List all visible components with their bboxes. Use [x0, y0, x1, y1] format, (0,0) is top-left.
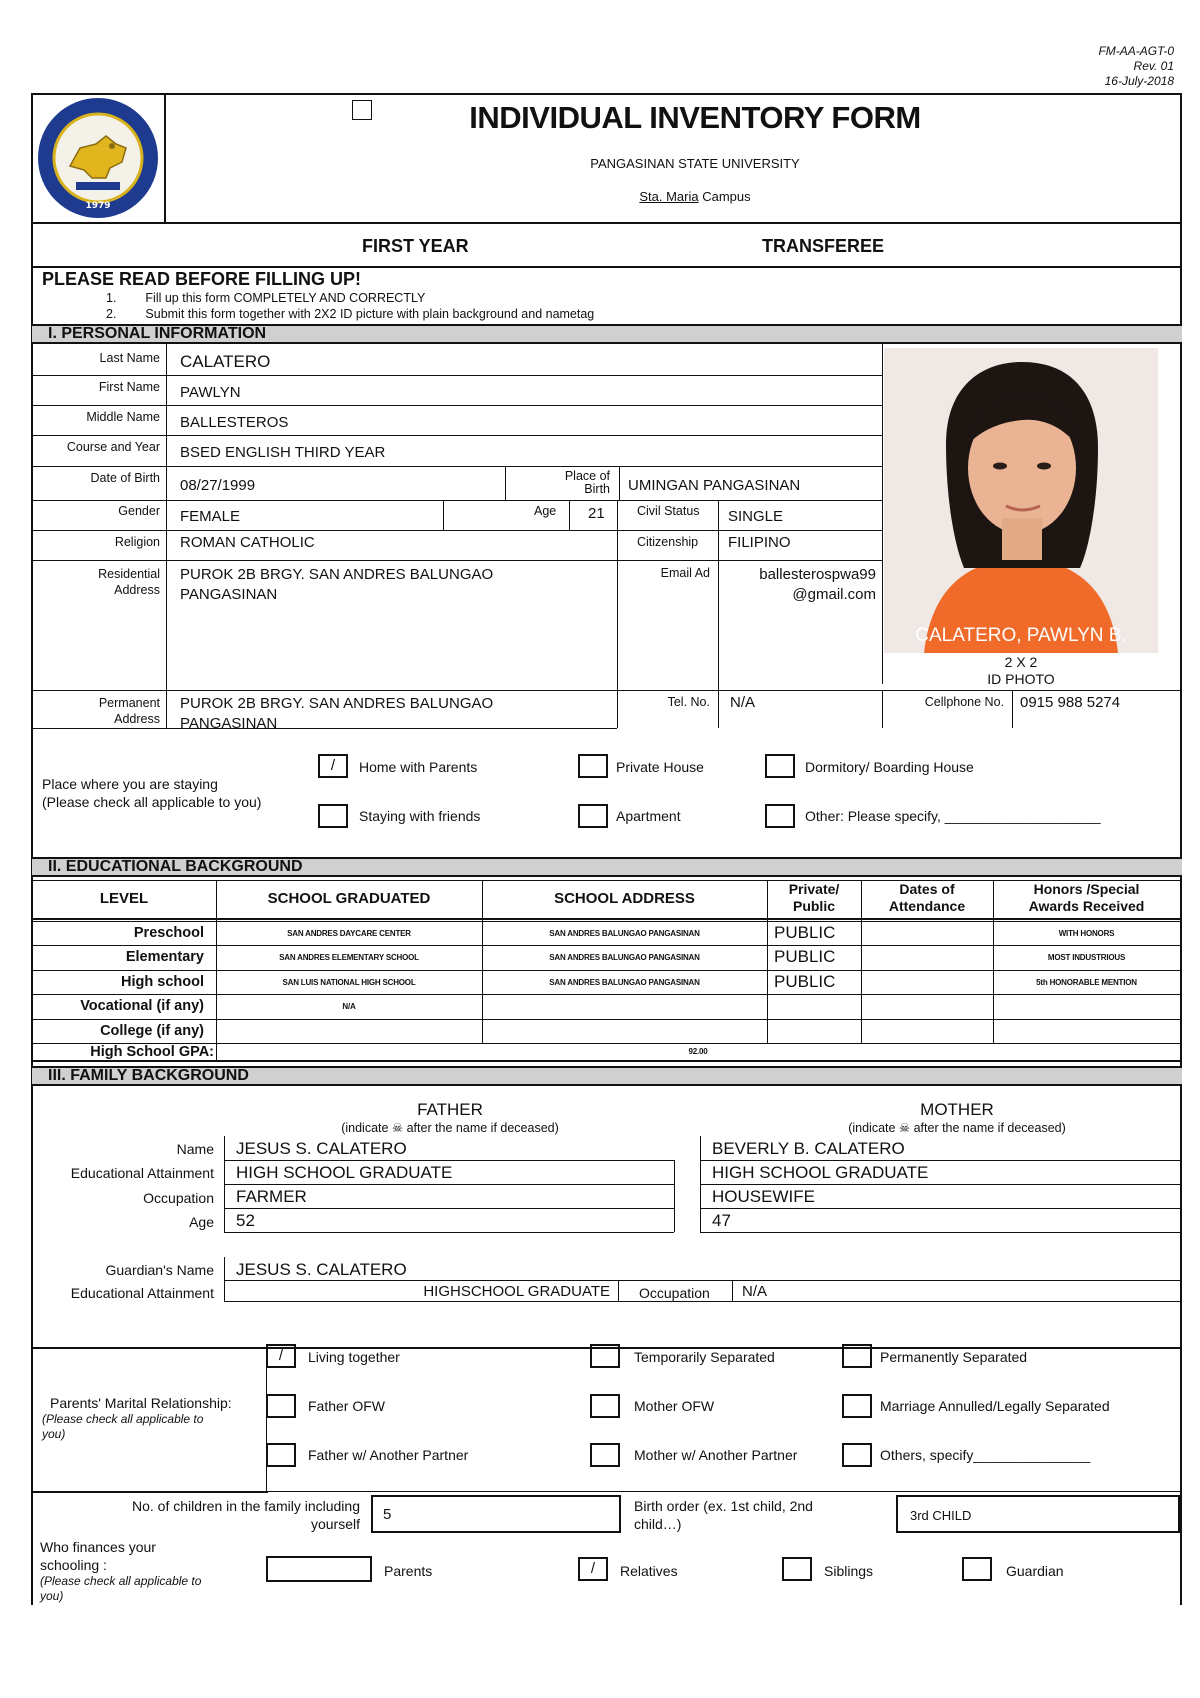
father-name-value[interactable]: JESUS S. CALATERO — [236, 1139, 407, 1158]
citizenship-value[interactable]: FILIPINO — [728, 534, 791, 551]
option-dormitory: Dormitory/ Boarding House — [805, 759, 974, 775]
instruction-item: 2. Submit this form together with 2X2 ID picture with plain background and nametag — [106, 307, 595, 321]
civil-status-label: Civil Status — [637, 504, 700, 518]
campus-label: Campus — [702, 189, 751, 204]
photo-nametag: CALATERO, PAWLYN B. — [915, 625, 1127, 646]
civil-status-value[interactable]: SINGLE — [728, 508, 784, 525]
marital-note: (Please check all applicable to you) — [42, 1412, 204, 1441]
university-logo — [36, 96, 160, 220]
option-parents: Parents — [384, 1563, 433, 1579]
first-name-label: First Name — [98, 380, 160, 394]
option-private-house: Private House — [616, 759, 704, 775]
svg-text:1979: 1979 — [85, 201, 111, 211]
email-label: Email Ad — [660, 566, 710, 580]
last-name-label: Last Name — [99, 351, 160, 365]
frame-left — [31, 94, 33, 1605]
cellphone-label: Cellphone No. — [924, 695, 1004, 709]
course-value[interactable]: BSED ENGLISH THIRD YEAR — [180, 444, 386, 461]
checkbox-apartment[interactable] — [578, 804, 608, 828]
campus-line — [330, 189, 1060, 204]
father-age-value[interactable]: 52 — [236, 1211, 255, 1230]
form-code — [1098, 44, 1174, 89]
checkbox-marriage-annulled[interactable] — [842, 1394, 872, 1418]
last-name-value[interactable]: CALATERO — [180, 352, 271, 371]
checkbox-siblings[interactable] — [782, 1557, 812, 1581]
university-name: PANGASINAN STATE UNIVERSITY — [590, 156, 800, 171]
edu-header-school: SCHOOL GRADUATED — [267, 890, 431, 907]
father-deceased-note: (indicate ☠ after the name if deceased) — [341, 1121, 559, 1135]
parent-occupation-label: Occupation — [143, 1190, 214, 1206]
middle-name-label: Middle Name — [86, 410, 160, 424]
guardian-name-label: Guardian's Name — [105, 1262, 214, 1278]
checkbox-home-with-parents[interactable]: / — [318, 754, 348, 778]
option-mother-another-partner: Mother w/ Another Partner — [634, 1447, 798, 1463]
checkbox-others-specify[interactable] — [842, 1443, 872, 1467]
photo-label: 2 X 2 ID PHOTO — [987, 654, 1055, 687]
children-count-label: No. of children in the family including yourself — [131, 1498, 360, 1532]
frame-right — [1180, 94, 1182, 1605]
pob-label: Place of Birth — [564, 469, 610, 496]
university-seal-icon — [36, 96, 160, 220]
id-photo — [884, 348, 1158, 653]
checkbox-permanently-separated[interactable] — [842, 1344, 872, 1368]
checkbox-other[interactable] — [765, 804, 795, 828]
edu-header-level: LEVEL — [99, 890, 149, 907]
course-label: Course and Year — [66, 440, 160, 454]
form-date: 16-July-2018 — [1104, 74, 1174, 88]
guardian-name-value[interactable]: JESUS S. CALATERO — [236, 1260, 407, 1279]
permanent-address-value[interactable]: PUROK 2B BRGY. SAN ANDRES BALUNGAO PANGASINAN — [180, 695, 494, 732]
edu-header-dates: Dates of Attendance — [888, 881, 966, 914]
tel-label: Tel. No. — [667, 695, 710, 709]
instruction-item: 1. Fill up this form COMPLETELY AND CORRECTLY — [106, 291, 426, 305]
option-living-together: Living together — [308, 1349, 400, 1365]
birth-order-label: Birth order (ex. 1st child, 2nd child…) — [634, 1498, 813, 1532]
option-home-with-parents: Home with Parents — [359, 759, 478, 775]
citizenship-label: Citizenship — [637, 535, 699, 549]
dob-label: Date of Birth — [90, 471, 160, 485]
mother-age-value[interactable]: 47 — [712, 1211, 731, 1230]
portrait-image — [884, 348, 1158, 653]
age-value[interactable]: 21 — [588, 505, 605, 522]
section-personal-information: I. PERSONAL INFORMATION — [32, 324, 1182, 344]
cellphone-value[interactable]: 0915 988 5274 — [1020, 694, 1121, 711]
form-title: INDIVIDUAL INVENTORY FORM — [469, 100, 921, 135]
campus-name: Sta. Maria — [639, 189, 699, 204]
option-siblings: Siblings — [824, 1563, 874, 1579]
gpa-label: High School GPA: — [90, 1044, 214, 1060]
guardian-educ-label: Educational Attainment — [70, 1285, 214, 1301]
children-count-value: 5 — [383, 1506, 392, 1523]
first-year-option[interactable]: FIRST YEAR — [362, 236, 469, 256]
option-others-specify: Others, specify_______________ — [880, 1447, 1091, 1463]
option-marriage-annulled: Marriage Annulled/Legally Separated — [880, 1398, 1110, 1414]
option-mother-ofw: Mother OFW — [634, 1398, 715, 1414]
religion-value[interactable]: ROMAN CATHOLIC — [180, 534, 315, 551]
instructions-heading: PLEASE READ BEFORE FILLING UP! — [42, 269, 362, 289]
checkbox-parents[interactable] — [266, 1556, 372, 1582]
parent-name-label: Name — [176, 1141, 214, 1157]
option-staying-with-friends: Staying with friends — [359, 808, 481, 824]
option-relatives: Relatives — [620, 1563, 678, 1579]
permanent-address-label: Permanent Address — [98, 696, 160, 726]
email-value[interactable]: ballesterospwa99 @gmail.com — [759, 566, 876, 603]
checkbox-staying-with-friends[interactable] — [318, 804, 348, 828]
mother-deceased-note: (indicate ☠ after the name if deceased) — [848, 1121, 1066, 1135]
guardian-occupation-label: Occupation — [639, 1285, 710, 1301]
religion-label: Religion — [114, 535, 160, 549]
option-apartment: Apartment — [616, 808, 681, 824]
form-code-number: FM-AA-AGT-0 — [1098, 44, 1174, 58]
father-educ-value[interactable]: HIGH SCHOOL GRADUATE — [236, 1163, 453, 1182]
mother-occupation-value[interactable]: HOUSEWIFE — [712, 1187, 815, 1206]
parent-educ-label: Educational Attainment — [70, 1165, 214, 1181]
father-occupation-value[interactable]: FARMER — [236, 1187, 307, 1206]
option-father-ofw: Father OFW — [308, 1398, 386, 1414]
first-name-value[interactable]: PAWLYN — [180, 384, 241, 401]
gender-value[interactable]: FEMALE — [180, 508, 241, 525]
edu-header-address: SCHOOL ADDRESS — [554, 890, 695, 907]
section-family-background: III. FAMILY BACKGROUND — [32, 1066, 1182, 1086]
checkbox-dormitory[interactable] — [765, 754, 795, 778]
pob-value[interactable]: UMINGAN PANGASINAN — [628, 477, 801, 494]
option-permanently-separated: Permanently Separated — [880, 1349, 1028, 1365]
checkbox-temporarily-separated[interactable] — [590, 1344, 620, 1368]
birth-order-field[interactable] — [896, 1495, 1180, 1533]
checkbox-living-together[interactable]: / — [266, 1344, 296, 1368]
checkbox-private-house[interactable] — [578, 754, 608, 778]
children-count-field[interactable] — [371, 1495, 621, 1533]
father-heading: FATHER — [417, 1100, 483, 1119]
age-label: Age — [534, 504, 557, 518]
residential-address-label: Residential Address — [98, 567, 160, 597]
checkbox-mother-ofw[interactable] — [590, 1394, 620, 1418]
option-temporarily-separated: Temporarily Separated — [634, 1349, 775, 1365]
option-guardian: Guardian — [1006, 1563, 1064, 1579]
checkbox-father-another-partner[interactable] — [266, 1443, 296, 1467]
option-other: Other: Please specify, ____________________ — [805, 808, 1101, 824]
residential-address-value[interactable]: PUROK 2B BRGY. SAN ANDRES BALUNGAO PANGASINAN — [180, 566, 494, 603]
marital-label: Parents' Marital Relationship: — [50, 1395, 232, 1411]
edu-header-type: Private/ Public — [788, 881, 840, 914]
tel-value[interactable]: N/A — [730, 694, 756, 711]
parent-age-label: Age — [189, 1214, 214, 1230]
finance-label: Who finances your schooling : — [40, 1539, 156, 1573]
mother-educ-value[interactable]: HIGH SCHOOL GRADUATE — [712, 1163, 929, 1182]
edu-header-honors: Honors /Special Awards Received — [1028, 881, 1145, 914]
option-father-another-partner: Father w/ Another Partner — [308, 1447, 469, 1463]
checkbox-mother-another-partner[interactable] — [590, 1443, 620, 1467]
dob-value[interactable]: 08/27/1999 — [180, 477, 256, 494]
staying-label: Place where you are staying (Please check all applicable to you) — [42, 776, 262, 810]
checkbox-father-ofw[interactable] — [266, 1394, 296, 1418]
gender-label: Gender — [118, 504, 160, 518]
form-revision: Rev. 01 — [1133, 59, 1174, 73]
checkbox-relatives[interactable]: / — [578, 1557, 608, 1581]
mother-name-value[interactable]: BEVERLY B. CALATERO — [712, 1139, 905, 1158]
frame-top — [31, 93, 1182, 95]
checkbox-guardian[interactable] — [962, 1557, 992, 1581]
guardian-occupation-value[interactable]: N/A — [742, 1283, 768, 1300]
transferee-option[interactable]: TRANSFEREE — [762, 236, 885, 256]
middle-name-value[interactable]: BALLESTEROS — [180, 414, 289, 431]
finance-note: (Please check all applicable to you) — [40, 1574, 202, 1603]
gpa-value[interactable]: 92.00 — [688, 1047, 708, 1056]
guardian-educ-value[interactable]: HIGHSCHOOL GRADUATE — [423, 1283, 610, 1300]
birth-order-value: 3rd CHILD — [910, 1508, 972, 1523]
mother-heading: MOTHER — [920, 1100, 994, 1119]
section-educational-background: II. EDUCATIONAL BACKGROUND — [32, 857, 1182, 877]
